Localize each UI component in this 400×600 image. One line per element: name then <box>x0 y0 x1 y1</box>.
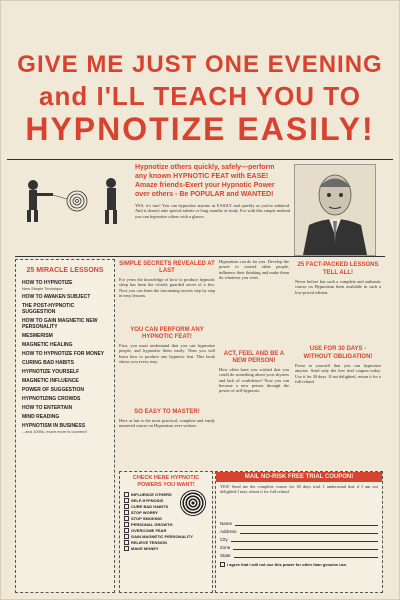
lesson-item <box>22 342 108 348</box>
coupon-field[interactable] <box>220 553 378 558</box>
lesson-item <box>22 423 108 434</box>
act-feel-text: How often have you wished that you could do something about your shyness and lack of confidence? Now you can become a new person through the power of self-hypnosis. <box>219 367 289 394</box>
coupon-field-label: City <box>220 537 228 542</box>
intro-line-3: Amaze friends-Exert your Hypnotic Power <box>135 182 275 189</box>
third-column-text-top: Hypnotism can do for you. Develop the power to control other people, influence their thinking and make them do whatever you wish. <box>219 259 289 280</box>
power-label: SELF-HYPNOSIS <box>131 498 164 503</box>
power-checkbox[interactable] <box>124 534 208 539</box>
author-portrait <box>294 164 376 256</box>
power-label: PERSONAL GROWTH <box>131 522 173 527</box>
hypnotist-illustration <box>21 171 131 231</box>
coupon-checkbox-label: I agree that I will not use this power for other than genuine use. <box>227 562 348 567</box>
checkbox-icon[interactable] <box>124 528 129 533</box>
coupon-field[interactable] <box>220 545 378 550</box>
right-column <box>295 259 381 469</box>
lesson-item <box>22 303 108 315</box>
lesson-item <box>22 318 108 330</box>
power-label: RELIEVE TENSION <box>131 540 168 545</box>
checkbox-icon[interactable] <box>124 534 129 539</box>
coupon-checkbox-box[interactable] <box>220 562 225 567</box>
checkbox-icon[interactable] <box>124 540 129 545</box>
power-checkbox[interactable] <box>124 540 208 545</box>
power-label: STOP WORRY <box>131 510 159 515</box>
checkbox-icon[interactable] <box>124 522 129 527</box>
lesson-item <box>22 369 108 375</box>
coupon-field-line[interactable] <box>231 537 378 542</box>
heading-use-30-days: USE FOR 30 DAYS - WITHOUT OBLIGATION! <box>303 346 373 360</box>
checkbox-icon[interactable] <box>124 516 129 521</box>
power-label: OVERCOME FEAR <box>131 528 167 533</box>
headline-line-3: HYPNOTIZE EASILY! <box>25 111 375 147</box>
lesson-title: HOW TO HYPNOTIZE FOR MONEY <box>22 351 105 357</box>
lesson-item <box>22 333 108 339</box>
power-label: INFLUENCE OTHERS <box>131 492 172 497</box>
coupon-field-line[interactable] <box>240 529 378 534</box>
lesson-title: THE POST-HYPNOTIC SUGGESTION <box>22 303 75 315</box>
lesson-item <box>22 351 108 357</box>
third-column <box>219 259 289 469</box>
power-label: CURE BAD HABITS <box>131 504 169 509</box>
checkbox-icon[interactable] <box>124 504 129 509</box>
lesson-title: MAGNETIC INFLUENCE <box>22 378 79 384</box>
power-checkbox[interactable] <box>124 546 208 551</box>
fact-packed-text: Never before has such a complete and authentic course on Hypnotism been available in such a low-priced edition. <box>295 279 381 295</box>
headline <box>1 53 399 145</box>
checkbox-icon[interactable] <box>124 492 129 497</box>
coupon-checkbox[interactable] <box>216 562 382 567</box>
easy-master-text: Here at last is the most practical, complete and easily mastered course on Hypnotism ever written. <box>119 418 215 429</box>
divider-top <box>7 159 393 160</box>
lesson-title: HOW TO AWAKEN SUBJECT <box>22 294 91 300</box>
lesson-item <box>22 378 108 384</box>
lessons-title: 25 MIRACLE LESSONS <box>26 267 104 274</box>
lesson-title: HOW TO GAIN MAGNETIC NEW PERSONALITY <box>22 318 98 330</box>
checkbox-icon[interactable] <box>124 510 129 515</box>
intro-line-4: over others - Be POPULAR and WANTED! <box>135 191 274 198</box>
simple-secrets-text: For years the knowledge of how to produce hypnotic sleep has been the closely guarded secret of a few. Now you can learn the fascinating secrets step by step in easy lessons. <box>119 277 215 298</box>
lesson-title: HOW TO HYPNOTIZE <box>22 280 73 286</box>
lesson-title: MIND READING <box>22 414 60 420</box>
lesson-item <box>22 414 108 420</box>
lesson-title: HOW TO ENTERTAIN <box>22 405 73 411</box>
power-label: MAKE MONEY <box>131 546 159 551</box>
heading-perform: YOU CAN PERFORM ANY HYPNOTIC FEAT! <box>130 327 204 340</box>
middle-column <box>119 259 215 469</box>
lessons-box <box>15 259 115 593</box>
coupon-field-line[interactable] <box>235 521 378 526</box>
lesson-item <box>22 294 108 300</box>
heading-easy-master: SO EASY TO MASTER! <box>134 409 200 415</box>
coupon-field-label: Address <box>220 529 237 534</box>
heading-simple-secrets: SIMPLE SECRETS REVEALED AT LAST <box>119 261 215 274</box>
body-text: YES, it's true! You can hypnotize anyone as EASILY and quickly as you've admired. And it doesn't take special talents or long months of study. For with this simple method you can hypnotize others with a glance. <box>135 203 290 219</box>
lesson-title: MESMERISM <box>22 333 53 339</box>
heading-act-feel: ACT, FEEL AND BE A NEW PERSON! <box>223 351 285 364</box>
coupon-field[interactable] <box>220 521 378 526</box>
lesson-item <box>22 405 108 411</box>
check-powers-box <box>119 471 213 593</box>
coupon-field-line[interactable] <box>233 545 378 550</box>
coupon-text: YES! Send me the complete course for 30 days trial. I understand that if I am not delighted I may return it for full refund. <box>220 484 378 495</box>
intro-line-1: Hypnotize others quickly, safely—perform <box>135 164 275 171</box>
power-checkbox[interactable] <box>124 516 208 521</box>
coupon-field[interactable] <box>220 537 378 542</box>
lesson-item <box>22 360 108 366</box>
headline-line-1: GIVE ME JUST ONE EVENING <box>17 51 383 78</box>
intro-text <box>135 163 290 199</box>
lesson-title: HYPNOTIZE YOURSELF <box>22 369 80 375</box>
lesson-title: CURING BAD HABITS <box>22 360 74 366</box>
power-checkbox[interactable] <box>124 528 208 533</box>
coupon-box <box>215 471 383 593</box>
spiral-icon <box>180 490 206 516</box>
power-label: GAIN MAGNETIC PERSONALITY <box>131 534 194 539</box>
checkbox-icon[interactable] <box>124 546 129 551</box>
coupon-field-line[interactable] <box>234 553 378 558</box>
use-30-days-text: Prove to yourself that you can hypnotize anyone. Send only the free trial coupon today. Use it for 30 days. If not delighted, return it for a full refund. <box>295 363 381 384</box>
lesson-item <box>22 280 108 291</box>
coupon-field-label: State <box>220 553 231 558</box>
divider-mid <box>15 256 385 257</box>
headline-line-2: and I'LL TEACH YOU TO <box>39 81 361 111</box>
lesson-desc: ...and 1000s, much more is covered! <box>22 429 87 434</box>
lesson-title: MAGNETIC HEALING <box>22 342 73 348</box>
lesson-desc: New Simple Technique <box>22 286 63 291</box>
coupon-field-label: Zone <box>220 545 231 550</box>
heading-fact-packed: 25 FACT-PACKED LESSONS TELL ALL! <box>297 262 379 276</box>
lesson-title: POWER OF SUGGESTION <box>22 387 84 393</box>
lesson-item <box>22 396 108 402</box>
power-label: STOP SMOKING <box>131 516 162 521</box>
lesson-title: HYPNOTIZING CROWDS <box>22 396 81 402</box>
lesson-item <box>22 387 108 393</box>
coupon-fields <box>216 521 382 558</box>
coupon-field[interactable] <box>220 529 378 534</box>
perform-text: First, you must understand that you can hypnotize people, and hypnotize them easily. Then you will learn how to produce any hypnotic feat. This book shows you every step. <box>119 343 215 364</box>
lessons-list <box>16 280 114 434</box>
checkbox-icon[interactable] <box>124 498 129 503</box>
lesson-title: HYPNOTISM IN BUSINESS <box>22 423 86 429</box>
coupon-field-label: Name <box>220 521 233 526</box>
power-checkbox[interactable] <box>124 522 208 527</box>
check-powers-title: CHECK HERE HYPNOTIC POWERS YOU WANT! <box>132 475 200 488</box>
coupon-title: MAIL NO-RISK FREE TRIAL COUPON! <box>216 472 382 482</box>
intro-line-2: any known HYPNOTIC FEAT with EASE! <box>135 173 269 180</box>
